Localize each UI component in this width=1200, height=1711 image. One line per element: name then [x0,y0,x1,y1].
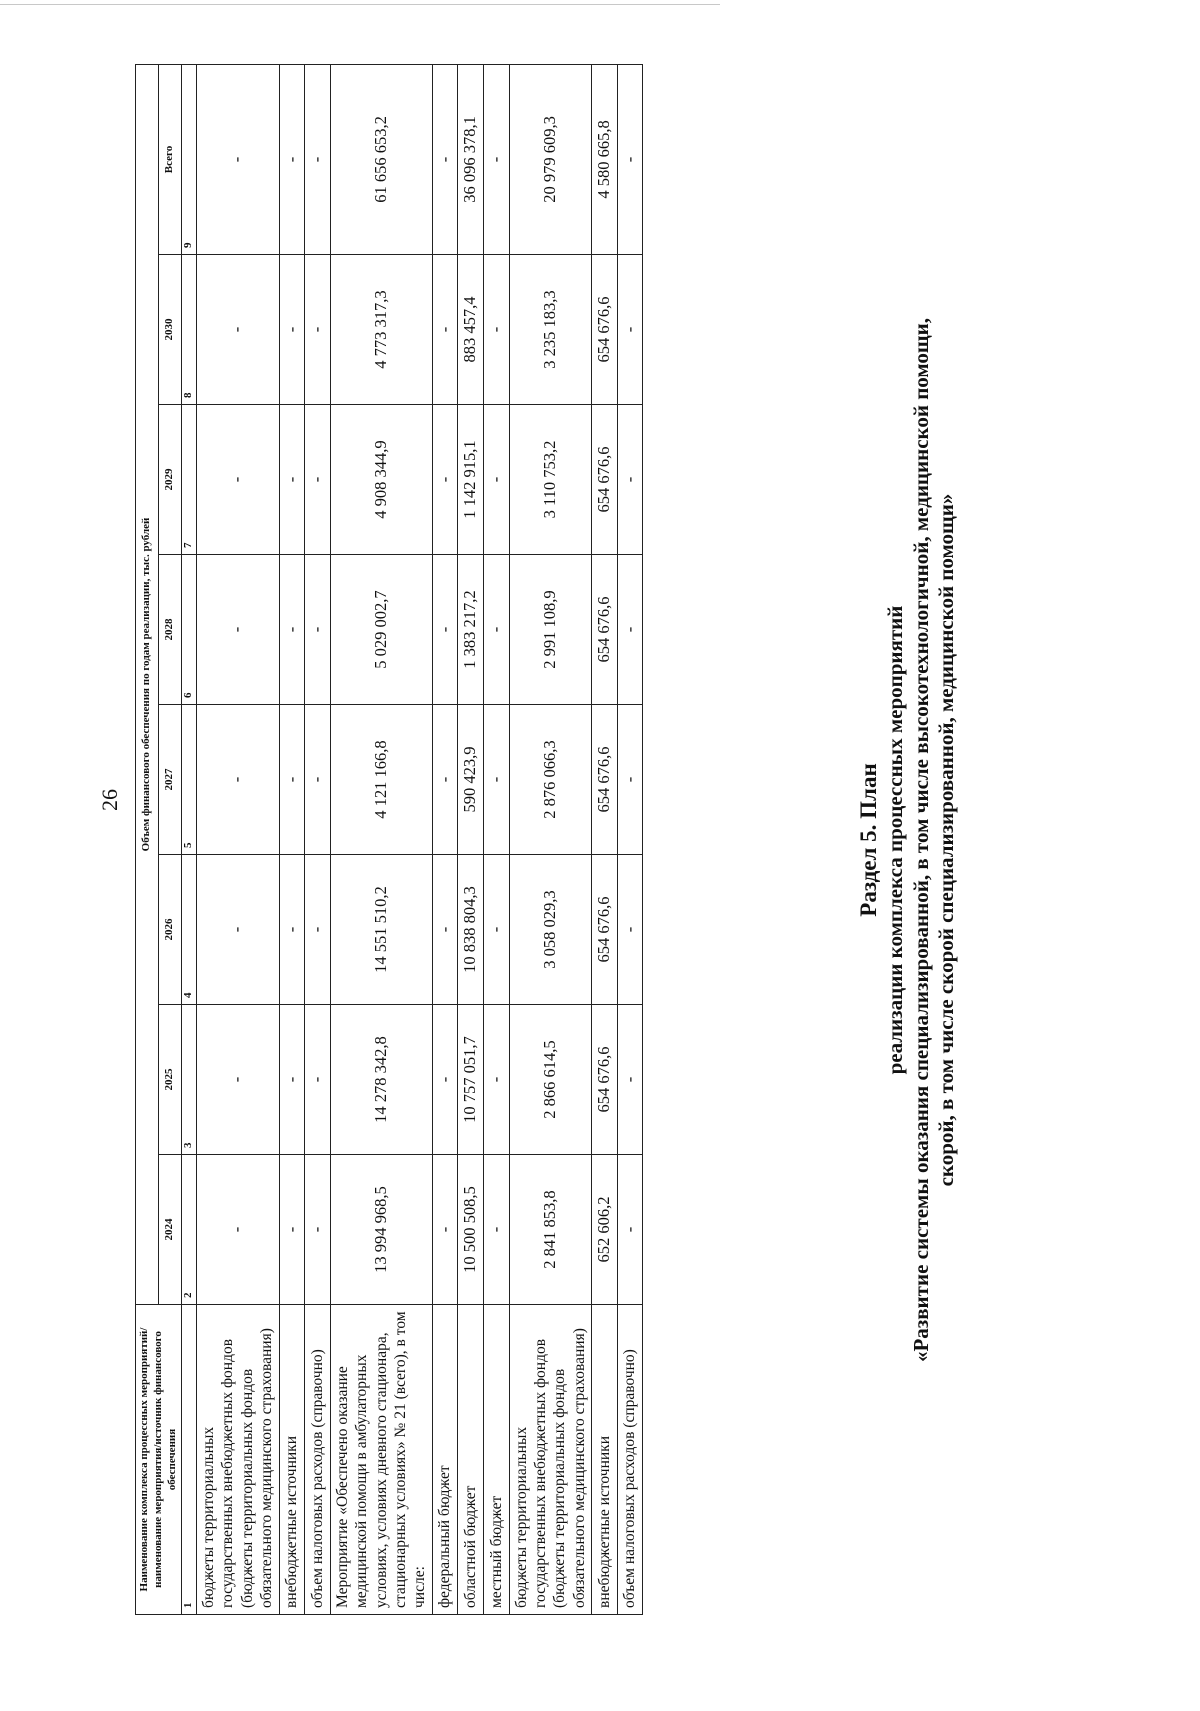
row-value: 3 110 753,2 [509,405,592,555]
row-total: 20 979 609,3 [509,64,592,254]
page-number [97,789,122,811]
section-program-name-cont: скорой, в том числе скорой специализированной, медицинской помощи» [934,493,959,1187]
row-value: - [197,1005,280,1155]
table-body [197,64,643,1614]
row-label: внебюджетные источники [592,1305,618,1615]
row-value: - [305,555,331,705]
table-row [592,64,618,1614]
row-value: 14 551 510,2 [330,855,432,1005]
row-value: 3 235 183,3 [509,255,592,405]
row-value: - [483,405,509,555]
row-value: 2 866 614,5 [509,1005,592,1155]
table-row [330,64,432,1614]
row-value: - [279,1155,305,1305]
row-value: - [617,255,643,405]
financing-table [135,64,643,1615]
row-value: - [483,555,509,705]
row-value: 654 676,6 [592,855,618,1005]
row-value: 3 058 029,3 [509,855,592,1005]
row-value: - [483,1155,509,1305]
table-row [197,64,280,1614]
row-value: 2 876 066,3 [509,705,592,855]
column-number: 9 [182,64,197,254]
row-value: 652 606,2 [592,1155,618,1305]
row-value: - [432,855,458,1005]
row-value: - [197,555,280,705]
scan-top-edge [0,4,720,5]
year-header: 2029 [159,405,182,555]
row-value: - [305,405,331,555]
row-value: 1 142 915,1 [458,405,484,555]
column-number: 3 [182,1005,197,1155]
row-total: - [279,64,305,254]
row-value: - [483,705,509,855]
section-title: Раздел 5. План [856,763,881,917]
column-number: 5 [182,705,197,855]
row-label: бюджеты территориальных государственных внебюджетных фондов (бюджеты территориальных фондов обязательного медицинского страхования) [509,1305,592,1615]
row-total: 61 656 653,2 [330,64,432,254]
group-header: Объем финансового обеспечения по годам реализации, тыс. рублей [136,64,159,1304]
row-label: объем налоговых расходов (справочно) [305,1305,331,1615]
row-value: 5 029 002,7 [330,555,432,705]
row-value: 654 676,6 [592,255,618,405]
row-value: - [305,255,331,405]
row-value: - [617,705,643,855]
table-row [509,64,592,1614]
row-value: - [483,255,509,405]
row-value: - [197,705,280,855]
table-row [617,64,643,1614]
row-label: Мероприятие «Обеспечено оказание медицинской помощи в амбулаторных условиях, условиях дневного стационара, стационарных условиях» № 21 (всего), в том числе: [330,1305,432,1615]
table-row [432,64,458,1614]
row-value: - [197,1155,280,1305]
section-program-name: «Развитие системы оказания специализированной, в том числе высокотехнологичной, медицинской помощи, [908,317,933,1363]
row-value: 4 773 317,3 [330,255,432,405]
year-header: 2028 [159,555,182,705]
row-value: - [305,855,331,1005]
row-value: - [432,1005,458,1155]
year-header: 2024 [159,1155,182,1305]
row-value: 590 423,9 [458,705,484,855]
table-row [279,64,305,1614]
row-value: - [617,855,643,1005]
section-heading [855,65,960,1615]
row-total: - [617,64,643,254]
row-value: - [617,555,643,705]
row-value: 13 994 968,5 [330,1155,432,1305]
row-value: - [279,555,305,705]
table-row [483,64,509,1614]
row-value: - [197,255,280,405]
row-label: бюджеты территориальных государственных внебюджетных фондов (бюджеты территориальных фондов обязательного медицинского страхования) [197,1305,280,1615]
row-value: - [279,1005,305,1155]
row-value: 14 278 342,8 [330,1005,432,1155]
page-number-text: 26 [97,789,122,811]
row-value: 2 841 853,8 [509,1155,592,1305]
row-label: объем налоговых расходов (справочно) [617,1305,643,1615]
row-value: - [432,705,458,855]
row-total: - [483,64,509,254]
row-value: - [432,255,458,405]
row-value: 883 457,4 [458,255,484,405]
row-value: - [305,1155,331,1305]
row-value: 10 500 508,5 [458,1155,484,1305]
row-value: 4 121 166,8 [330,705,432,855]
row-value: 1 383 217,2 [458,555,484,705]
row-value: 2 991 108,9 [509,555,592,705]
table-row [458,64,484,1614]
row-value: 4 908 344,9 [330,405,432,555]
year-header: 2030 [159,255,182,405]
year-header: 2027 [159,705,182,855]
row-value: - [617,405,643,555]
row-value: 654 676,6 [592,1005,618,1155]
column-number: 2 [182,1155,197,1305]
table-row [305,64,331,1614]
row-value: - [617,1155,643,1305]
row-value: - [279,255,305,405]
column-number: 4 [182,855,197,1005]
row-total: 4 580 665,8 [592,64,618,254]
row-value: - [483,1005,509,1155]
row-value: - [279,705,305,855]
row-label: областной бюджет [458,1305,484,1615]
year-header: 2026 [159,855,182,1005]
row-value: - [617,1005,643,1155]
row-total: 36 096 378,1 [458,64,484,254]
row-value: - [305,1005,331,1155]
rotated-page-content [135,65,1050,1615]
row-value: - [197,405,280,555]
row-value: 654 676,6 [592,705,618,855]
row-total: - [305,64,331,254]
row-value: - [279,855,305,1005]
row-label: местный бюджет [483,1305,509,1615]
year-header: 2025 [159,1005,182,1155]
row-label: внебюджетные источники [279,1305,305,1615]
row-value: 10 838 804,3 [458,855,484,1005]
col-name-header: Наименование комплекса процессных мероприятий/наименование мероприятия/источник финансового обеспечения [136,1305,182,1615]
row-value: - [432,1155,458,1305]
column-number: 7 [182,405,197,555]
row-total: - [197,64,280,254]
row-value: - [279,405,305,555]
row-value: - [432,555,458,705]
row-value: - [483,855,509,1005]
row-value: 654 676,6 [592,555,618,705]
column-number: 8 [182,255,197,405]
row-total: - [432,64,458,254]
row-value: - [305,705,331,855]
header-row-group [136,64,159,1614]
section-subtitle: реализации комплекса процессных мероприятий [883,605,908,1075]
column-number: 1 [182,1305,197,1615]
total-header: Всего [159,64,182,254]
column-number: 6 [182,555,197,705]
row-value: 10 757 051,7 [458,1005,484,1155]
row-value: - [197,855,280,1005]
row-value: - [432,405,458,555]
column-number-row [182,64,197,1614]
row-label: федеральный бюджет [432,1305,458,1615]
row-value: 654 676,6 [592,405,618,555]
